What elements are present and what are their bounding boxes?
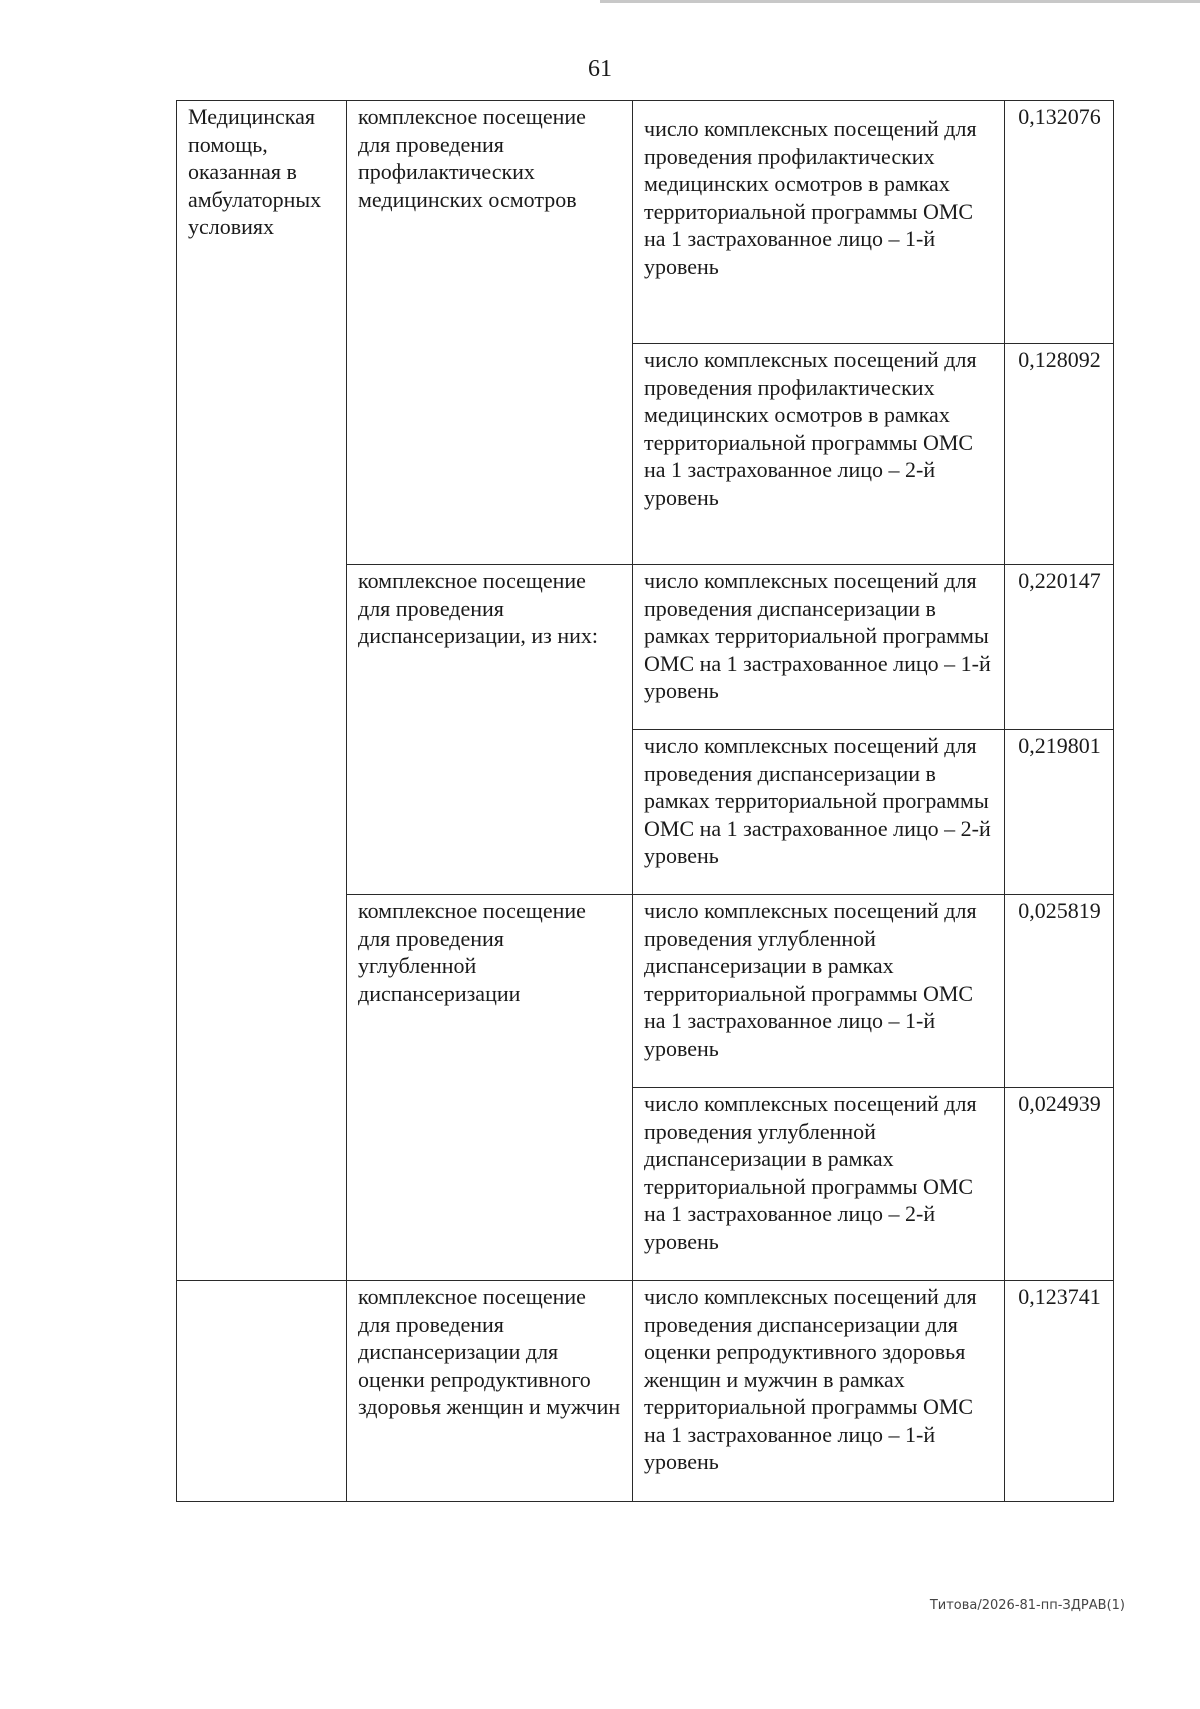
table-row bbox=[177, 101, 1114, 344]
page-number: 61 bbox=[588, 56, 612, 82]
value-cell: 0,123741 bbox=[1005, 1281, 1114, 1502]
group-cell: комплексное посещение для проведения углубленной диспансеризации bbox=[347, 895, 633, 1281]
indicator-table bbox=[176, 100, 1114, 1502]
indicator-cell: число комплексных посещений для проведения углубленной диспансеризации в рамках территориальной программы ОМС на 1 застрахованное лицо – 1-й уровень bbox=[633, 895, 1005, 1088]
value-cell: 0,025819 bbox=[1005, 895, 1114, 1088]
indicator-cell: число комплексных посещений для проведения профилактических медицинских осмотров в рамках территориальной программы ОМС на 1 застрахованное лицо – 2-й уровень bbox=[633, 344, 1005, 565]
indicator-cell: число комплексных посещений для проведения углубленной диспансеризации в рамках территориальной программы ОМС на 1 застрахованное лицо – 2-й уровень bbox=[633, 1088, 1005, 1281]
document-footer: Титова/2026-81-пп-ЗДРАВ(1) bbox=[929, 1598, 1125, 1613]
group-cell: комплексное посещение для проведения диспансеризации для оценки репродуктивного здоровья женщин и мужчин bbox=[347, 1281, 633, 1502]
scan-edge-line bbox=[600, 0, 1200, 3]
table-row bbox=[177, 1281, 1114, 1502]
value-cell: 0,220147 bbox=[1005, 565, 1114, 730]
value-cell: 0,219801 bbox=[1005, 730, 1114, 895]
value-cell: 0,024939 bbox=[1005, 1088, 1114, 1281]
indicator-cell: число комплексных посещений для проведения диспансеризации для оценки репродуктивного здоровья женщин и мужчин в рамках территориальной программы ОМС на 1 застрахованное лицо – 1-й уровень bbox=[633, 1281, 1005, 1502]
value-cell: 0,128092 bbox=[1005, 344, 1114, 565]
group-cell: комплексное посещение для проведения профилактических медицинских осмотров bbox=[347, 101, 633, 565]
group-cell: комплексное посещение для проведения диспансеризации, из них: bbox=[347, 565, 633, 895]
value-cell: 0,132076 bbox=[1005, 101, 1114, 344]
category-cell-empty bbox=[177, 1281, 347, 1502]
indicator-cell: число комплексных посещений для проведения диспансеризации в рамках территориальной программы ОМС на 1 застрахованное лицо – 1-й уровень bbox=[633, 565, 1005, 730]
indicator-cell: число комплексных посещений для проведения диспансеризации в рамках территориальной программы ОМС на 1 застрахованное лицо – 2-й уровень bbox=[633, 730, 1005, 895]
category-cell: Медицинская помощь, оказанная в амбулаторных условиях bbox=[177, 101, 347, 1281]
indicator-cell: число комплексных посещений для проведения профилактических медицинских осмотров в рамках территориальной программы ОМС на 1 застрахованное лицо – 1-й уровень bbox=[633, 101, 1005, 344]
